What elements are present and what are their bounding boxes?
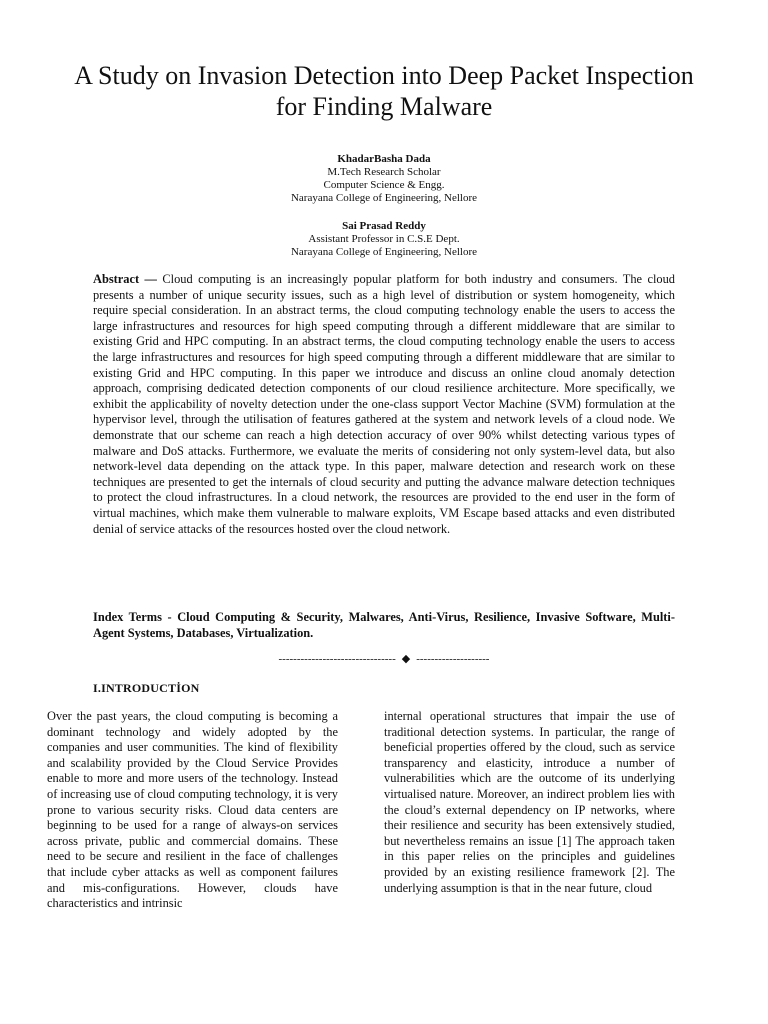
author-affiliation: Computer Science & Engg.	[323, 179, 445, 191]
author-block-1	[184, 153, 584, 205]
author-name: Sai Prasad Reddy	[342, 220, 426, 232]
paper-title: A Study on Invasion Detection into Deep Packet Inspection for Finding Malware	[74, 61, 694, 121]
intro-column-right: internal operational structures that impair the use of traditional detection systems. In particular, the range of beneficial properties offered by the cloud, such as service transparency and elasticity, introduce a number of vulnerabilities which are the outcome of its underlying virtualised nature. Moreover, an indirect problem lies with the cloud’s external dependency on IP networks, where their resilience and security has been extensively studied, but nevertheless remains an issue [1] The approach taken in this paper relies on the principles and guidelines provided by an existing resilience framework [2]. The underlying assumption is that in the near future, cloud	[384, 709, 675, 895]
author-block-2	[184, 220, 584, 259]
author-name: KhadarBasha Dada	[337, 153, 431, 165]
abstract-label: Abstract —	[93, 272, 157, 286]
author-affiliation: Narayana College of Engineering, Nellore	[290, 246, 477, 258]
intro-column-left: Over the past years, the cloud computing is becoming a dominant technology and widely adopted by the companies and user communities. The kind of flexibility and scalability provided by the Cloud Service Provides enable to more and more users of the technology. Instead of increasing use of cloud computing technology, it is very prone to various security risks. Cloud data centers are beginning to be used for a range of always-on services across private, public and commercial domains. These need to be secure and resilient in the face of challenges that include cyber attacks as well as component failures and mis-configurations. However, clouds have characteristics and intrinsic	[47, 709, 338, 911]
divider-line-left: --------------------------------	[278, 653, 396, 665]
section-heading: I.INTRODUCTİON	[93, 681, 200, 695]
author-affiliation: Assistant Professor in C.S.E Dept.	[308, 233, 460, 245]
diamond-icon: ◆	[401, 653, 411, 665]
index-terms: Index Terms - Cloud Computing & Security, Malwares, Anti-Virus, Resilience, Invasive Software, Multi-Agent Systems, Databases, Virtualization.	[93, 610, 675, 640]
author-affiliation: M.Tech Research Scholar	[327, 166, 441, 178]
author-affiliation: Narayana College of Engineering, Nellore	[290, 192, 477, 204]
abstract	[93, 272, 675, 537]
divider-line-right: --------------------	[416, 653, 490, 665]
abstract-text: Cloud computing is an increasingly popular platform for both industry and consumers. The cloud presents a number of unique security issues, such as a high level of distribution or system homogeneity, which require special consideration. In an abstract terms, the cloud computing technology enable the users to access the large infrastructures and resources for high speed computing through a different middleware that are similar to existing Grid and HPC computing. In an abstract terms, the cloud computing technology enable the users to access the large infrastructures and resources for high speed computing through a different middleware that are similar to existing Grid and HPC computing. In this paper we introduce and discuss an online cloud anomaly detection approach, comprising dedicated detection components of our cloud resilience architecture. More specifically, we exhibit the applicability of novelty detection under the one-class support Vector Machine (SVM) formulation at the hypervisor level, through the utilisation of features gathered at the system and network levels of a cloud node. We demonstrate that our scheme can reach a high detection accuracy of over 90% whilst detecting various types of malware and DoS attacks. Furthermore, we evaluate the merits of considering not only system-level data, but also network-level data depending on the attack type. In this paper, malware detection and research work on these techniques are presented to get the internals of cloud security and putting the advance malware detection techniques to protect the cloud infrastructures. In a cloud network, the resources are provided to the end user in the form of virtual machines, which make them vulnerable to malware exploits, VM Escape based attacks and even distributed denial of service attacks of the resources hosted over the cloud network.	[93, 272, 675, 536]
section-divider	[264, 651, 504, 667]
